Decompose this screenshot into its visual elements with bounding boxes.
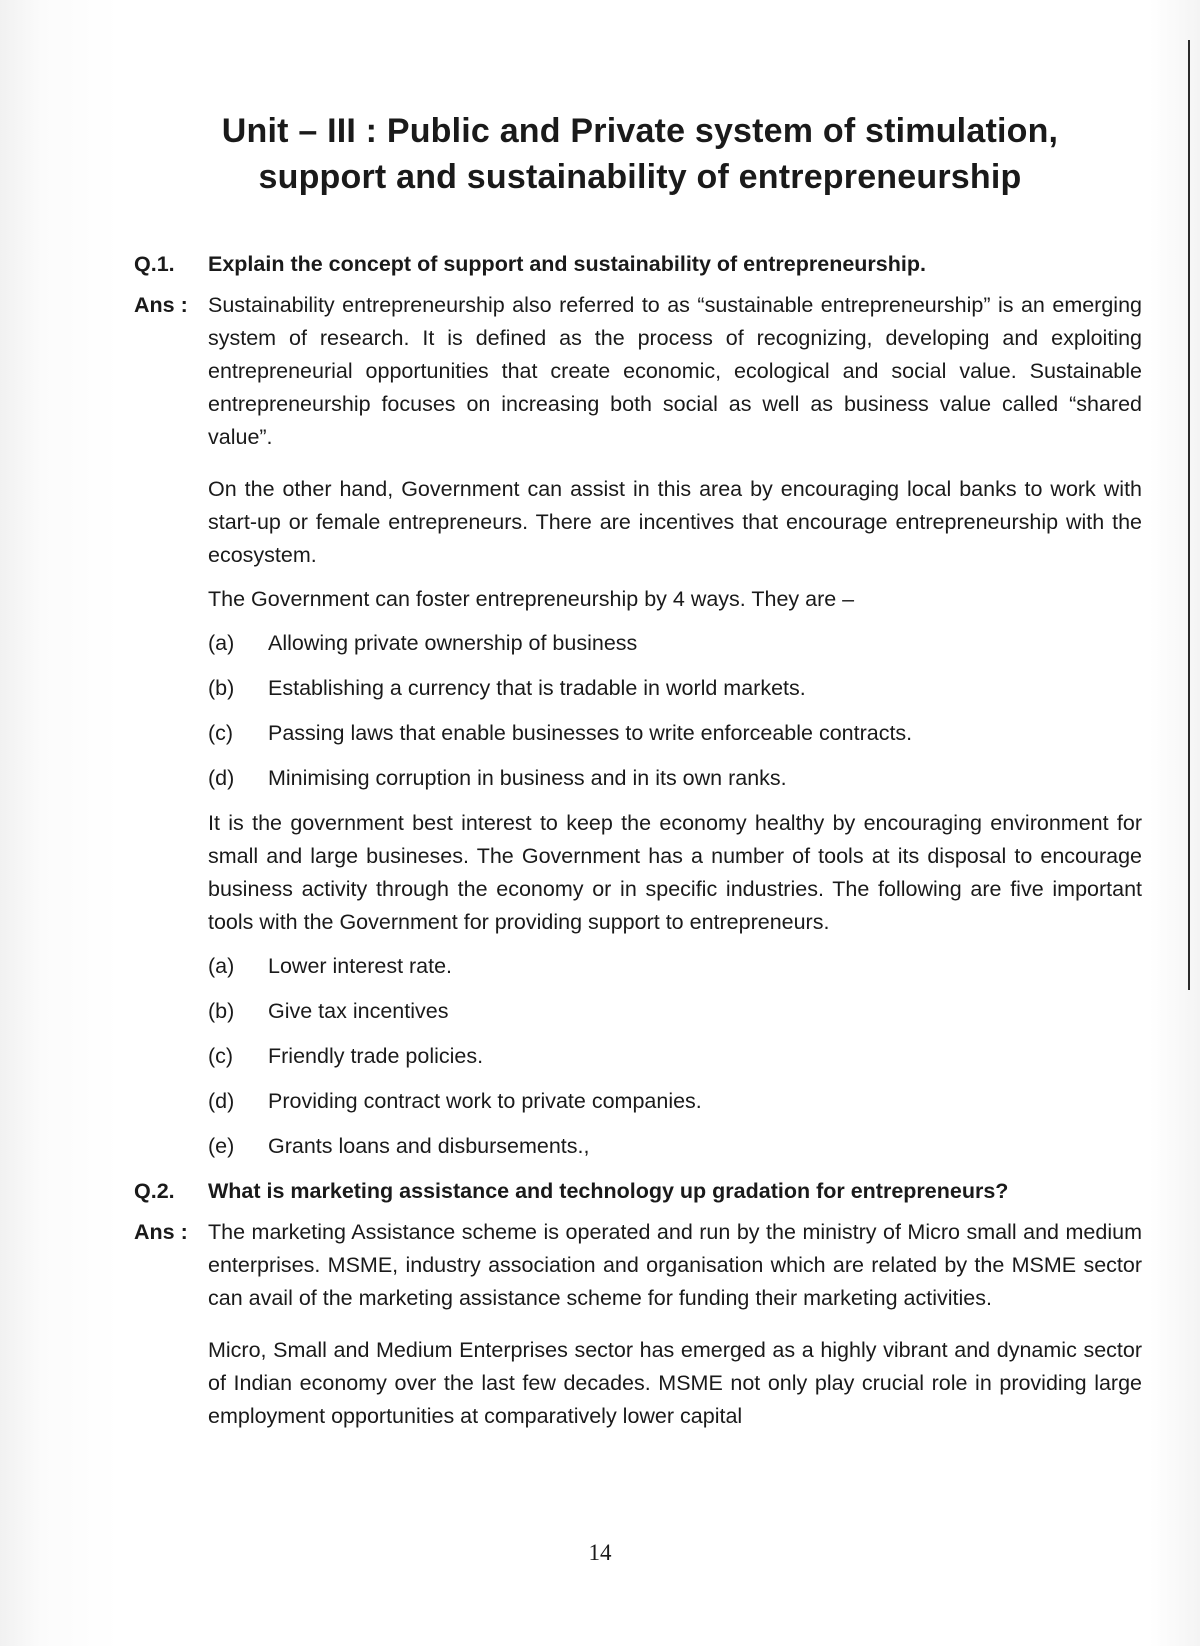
list-item-text: Passing laws that enable businesses to write enforceable contracts. — [268, 721, 913, 745]
list-item-text: Providing contract work to private companies. — [268, 1089, 702, 1113]
list-item — [208, 995, 1142, 1028]
question-1-text: Explain the concept of support and sustainability of entrepreneurship. — [208, 252, 926, 276]
list-item-text: Establishing a currency that is tradable in world markets. — [268, 676, 806, 700]
list-item — [208, 762, 1142, 795]
question-1-label: Q.1. — [134, 252, 175, 276]
answer-1-paragraph-3: The Government can foster entrepreneurship by 4 ways. They are – — [208, 587, 855, 611]
page-number: 14 — [588, 1540, 612, 1565]
question-2-text: What is marketing assistance and technology up gradation for entrepreneurs? — [208, 1179, 1009, 1203]
list-item — [208, 1085, 1142, 1118]
list-item-text: Give tax incentives — [268, 999, 449, 1023]
list-marker: (d) — [208, 766, 235, 790]
unit-title — [150, 108, 1130, 200]
answer-1 — [134, 289, 1142, 465]
list-marker: (c) — [208, 721, 234, 745]
list-item — [208, 672, 1142, 705]
answer-1-paragraph-1: Sustainability entrepreneurship also referred to as “sustainable entrepreneurship” is an emerging system of research. It is defined as the process of recognizing, developing and exploiting entrepreneurial opportunities that create economic, ecological and social value. Sustainable entrepreneurship focuses on increasing both social as well as business value called “shared value”. — [208, 293, 1142, 449]
government-ways-list — [208, 627, 1142, 795]
page-edge-line — [1188, 40, 1190, 990]
list-item — [208, 1130, 1142, 1163]
question-2-label: Q.2. — [134, 1179, 175, 1203]
list-marker: (e) — [208, 1134, 235, 1158]
answer-2-paragraph-1: The marketing Assistance scheme is operated and run by the ministry of Micro small and medium enterprises. MSME, industry association and organisation which are related by the MSME sector can avail of the marketing assistance scheme for funding their marketing activities. — [208, 1220, 1142, 1310]
list-item-text: Friendly trade policies. — [268, 1044, 484, 1068]
answer-2-label: Ans : — [134, 1220, 188, 1244]
question-1 — [134, 248, 1142, 281]
unit-title-line-1: Unit – III : Public and Private system of stimulation, — [221, 112, 1059, 150]
list-item — [208, 627, 1142, 660]
question-2 — [134, 1175, 1142, 1208]
list-item-text: Minimising corruption in business and in its own ranks. — [268, 766, 787, 790]
answer-2 — [134, 1216, 1142, 1326]
list-item — [208, 717, 1142, 750]
list-marker: (b) — [208, 999, 235, 1023]
answer-1-label: Ans : — [134, 293, 188, 317]
answer-2-paragraph-2: Micro, Small and Medium Enterprises sector has emerged as a highly vibrant and dynamic sector of Indian economy over the last few decades. MSME not only play crucial role in providing large employment opportunities at comparatively lower capital — [208, 1338, 1142, 1428]
list-marker: (b) — [208, 676, 235, 700]
page-content — [134, 248, 1142, 1444]
list-item — [208, 1040, 1142, 1073]
list-item-text: Lower interest rate. — [268, 954, 453, 978]
list-marker: (a) — [208, 954, 235, 978]
answer-1-paragraph-2: On the other hand, Government can assist in this area by encouraging local banks to work with start-up or female entrepreneurs. There are incentives that encourage entrepreneurship with the ecosystem. — [208, 477, 1142, 567]
list-item-text: Allowing private ownership of business — [268, 631, 638, 655]
list-marker: (a) — [208, 631, 235, 655]
list-marker: (d) — [208, 1089, 235, 1113]
list-item-text: Grants loans and disbursements., — [268, 1134, 590, 1158]
list-marker: (c) — [208, 1044, 234, 1068]
unit-title-line-2: support and sustainability of entrepreneurship — [258, 158, 1022, 196]
answer-1-paragraph-4: It is the government best interest to keep the economy healthy by encouraging environment for small and large busineses. The Government has a number of tools at its disposal to encourage business activity through the economy or in specific industries. The following are five important tools with the Government for providing support to entrepreneurs. — [208, 811, 1142, 934]
government-tools-list — [208, 950, 1142, 1163]
list-item — [208, 950, 1142, 983]
